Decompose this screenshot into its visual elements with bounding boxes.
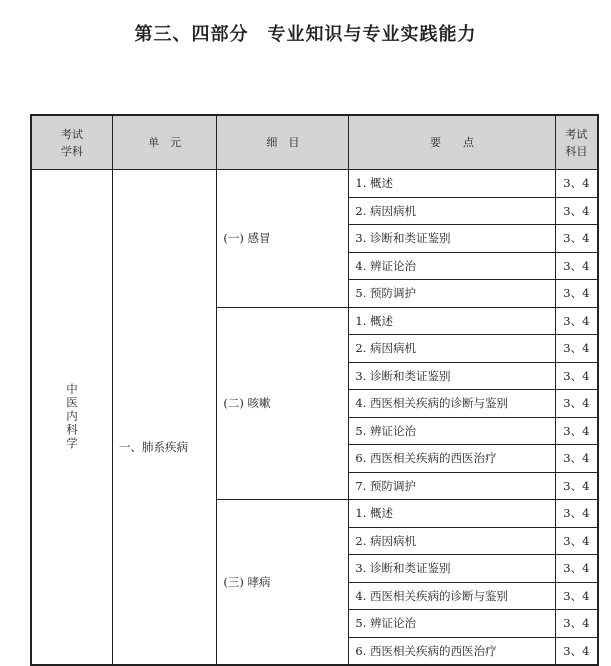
exam-cell: 3、4 (555, 307, 598, 335)
header-subject (31, 115, 113, 170)
subject-cell: 中医内科学 (31, 170, 113, 666)
point-cell: 5. 辨证论治 (349, 610, 555, 638)
point-cell: 4. 辨证论治 (349, 252, 555, 280)
point-cell: 3. 诊断和类证鉴别 (349, 555, 555, 583)
page-title: 第三、四部分 专业知识与专业实践能力 (134, 24, 477, 45)
exam-cell: 3、4 (555, 390, 598, 418)
header-label: 考试 学科 (61, 127, 83, 158)
exam-cell: 3、4 (555, 555, 598, 583)
point-cell: 2. 病因病机 (349, 335, 555, 363)
exam-cell: 3、4 (555, 252, 598, 280)
point-cell: 1. 概述 (349, 500, 555, 528)
table-header (31, 115, 598, 170)
point-cell: 6. 西医相关疾病的西医治疗 (349, 445, 555, 473)
point-cell: 6. 西医相关疾病的西医治疗 (349, 637, 555, 665)
syllabus-table (30, 114, 599, 666)
unit-cell: 一、肺系疾病 (113, 170, 217, 666)
point-cell: 3. 诊断和类证鉴别 (349, 225, 555, 253)
header-exam (555, 115, 598, 170)
exam-cell: 3、4 (555, 197, 598, 225)
exam-cell: 3、4 (555, 170, 598, 198)
exam-cell: 3、4 (555, 417, 598, 445)
header-label: 考试 科目 (565, 127, 588, 158)
exam-cell: 3、4 (555, 472, 598, 500)
header-detail: 细 目 (217, 115, 349, 170)
exam-cell: 3、4 (555, 225, 598, 253)
exam-cell: 3、4 (555, 362, 598, 390)
exam-cell: 3、4 (555, 500, 598, 528)
detail-cell: (二) 咳嗽 (217, 307, 349, 500)
table-row (31, 170, 598, 198)
point-cell: 1. 概述 (349, 170, 555, 198)
point-cell: 4. 西医相关疾病的诊断与鉴别 (349, 390, 555, 418)
point-cell: 1. 概述 (349, 307, 555, 335)
point-cell: 3. 诊断和类证鉴别 (349, 362, 555, 390)
point-cell: 4. 西医相关疾病的诊断与鉴别 (349, 582, 555, 610)
exam-cell: 3、4 (555, 527, 598, 555)
point-cell: 2. 病因病机 (349, 197, 555, 225)
exam-cell: 3、4 (555, 610, 598, 638)
header-unit: 单 元 (113, 115, 217, 170)
exam-cell: 3、4 (555, 335, 598, 363)
point-cell: 5. 辨证论治 (349, 417, 555, 445)
exam-cell: 3、4 (555, 582, 598, 610)
exam-cell: 3、4 (555, 637, 598, 665)
exam-cell: 3、4 (555, 445, 598, 473)
detail-cell: (三) 哮病 (217, 500, 349, 666)
header-points: 要 点 (349, 115, 555, 170)
point-cell: 5. 预防调护 (349, 280, 555, 308)
point-cell: 2. 病因病机 (349, 527, 555, 555)
point-cell: 7. 预防调护 (349, 472, 555, 500)
exam-cell: 3、4 (555, 280, 598, 308)
detail-cell: (一) 感冒 (217, 170, 349, 308)
